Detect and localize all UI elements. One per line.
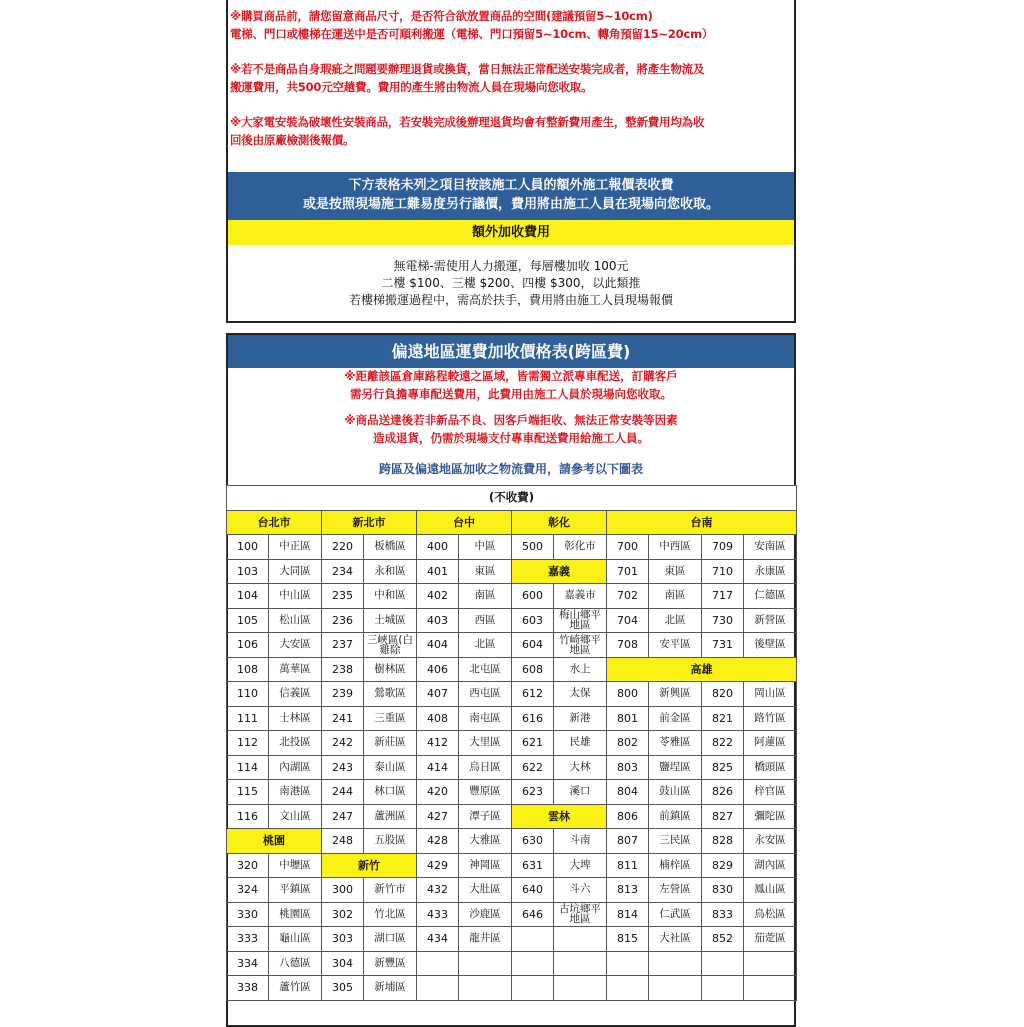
district-cell: 泰山區 — [364, 755, 417, 780]
district-cell — [744, 951, 797, 976]
zip-code-cell: 800 — [607, 682, 649, 707]
zip-code-cell: 852 — [702, 927, 744, 952]
zip-code-cell: 235 — [322, 584, 364, 609]
zip-code-cell: 710 — [702, 559, 744, 584]
table-row — [227, 878, 797, 903]
zip-code-cell: 608 — [512, 657, 554, 682]
district-cell: 內湖區 — [269, 755, 322, 780]
zip-code-cell: 829 — [702, 853, 744, 878]
zip-code-cell: 243 — [322, 755, 364, 780]
zip-code-cell: 404 — [417, 633, 459, 658]
district-cell: 沙鹿區 — [459, 902, 512, 927]
table-row — [227, 535, 797, 560]
district-cell: 永安區 — [744, 829, 797, 854]
zip-code-cell: 108 — [227, 657, 269, 682]
district-cell: 龜山區 — [269, 927, 322, 952]
district-cell — [554, 976, 607, 1001]
zip-code-cell: 427 — [417, 804, 459, 829]
zip-code-cell: 111 — [227, 706, 269, 731]
district-cell: 文山區 — [269, 804, 322, 829]
district-cell: 信義區 — [269, 682, 322, 707]
district-cell: 松山區 — [269, 608, 322, 633]
remote-note-distance — [228, 368, 794, 403]
free-label: (不收費) — [227, 486, 797, 511]
district-cell: 古坑鄉平地區 — [554, 902, 607, 927]
district-cell: 林口區 — [364, 780, 417, 805]
district-cell: 大埤 — [554, 853, 607, 878]
district-cell: 永康區 — [744, 559, 797, 584]
district-cell: 鶯歌區 — [364, 682, 417, 707]
zip-code-cell: 700 — [607, 535, 649, 560]
district-cell: 後壁區 — [744, 633, 797, 658]
region-header-taipei: 台北市 — [227, 510, 322, 535]
zip-code-cell: 434 — [417, 927, 459, 952]
zip-code-cell: 616 — [512, 706, 554, 731]
region-subheader: 嘉義 — [512, 559, 607, 584]
district-cell: 新港 — [554, 706, 607, 731]
extra-fee-banner — [228, 172, 794, 220]
zip-code-cell: 403 — [417, 608, 459, 633]
zip-code-cell: 717 — [702, 584, 744, 609]
district-cell: 新豐區 — [364, 951, 417, 976]
zip-code-cell: 622 — [512, 755, 554, 780]
district-cell: 岡山區 — [744, 682, 797, 707]
remote-note-distance-line2: 需另行負擔專車配送費用，此費用由施工人員於現場向您收取。 — [350, 386, 672, 401]
region-header-taichung: 台中 — [417, 510, 512, 535]
district-cell: 前鎮區 — [649, 804, 702, 829]
table-row — [227, 657, 797, 682]
zip-code-cell: 241 — [322, 706, 364, 731]
region-header-tainan: 台南 — [607, 510, 797, 535]
remote-note-refusal — [228, 412, 794, 447]
district-cell: 仁德區 — [744, 584, 797, 609]
notice-size-line2: 電梯、門口或樓梯在運送中是否可順利搬運（電梯、門口預留5~10cm、轉角預留15~20cm） — [230, 26, 714, 41]
district-cell — [554, 927, 607, 952]
zip-code-cell: 631 — [512, 853, 554, 878]
zip-code-cell: 110 — [227, 682, 269, 707]
table-row — [227, 731, 797, 756]
zip-code-cell: 803 — [607, 755, 649, 780]
zip-code-cell: 821 — [702, 706, 744, 731]
zip-code-cell: 814 — [607, 902, 649, 927]
region-header-changhua: 彰化 — [512, 510, 607, 535]
zip-code-cell: 238 — [322, 657, 364, 682]
district-cell: 蘆竹區 — [269, 976, 322, 1001]
district-cell: 鹽埕區 — [649, 755, 702, 780]
zip-code-cell: 401 — [417, 559, 459, 584]
zip-code-cell: 324 — [227, 878, 269, 903]
zip-code-cell: 801 — [607, 706, 649, 731]
district-cell: 湖內區 — [744, 853, 797, 878]
district-cell: 大里區 — [459, 731, 512, 756]
district-cell: 士林區 — [269, 706, 322, 731]
table-row — [227, 976, 797, 1001]
district-cell: 鼓山區 — [649, 780, 702, 805]
zip-code-cell: 302 — [322, 902, 364, 927]
remote-note-refusal-line1: ※商品送達後若非新品不良、因客戶端拒收、無法正常安裝等因素 — [344, 413, 678, 427]
district-cell: 新竹市 — [364, 878, 417, 903]
region-subheader: 新竹 — [322, 853, 417, 878]
region-subheader: 雲林 — [512, 804, 607, 829]
remote-note-refusal-line2: 造成退貨，仍需於現場支付專車配送費用給施工人員。 — [373, 430, 649, 445]
district-cell: 大同區 — [269, 559, 322, 584]
table-row — [227, 780, 797, 805]
district-cell: 苓雅區 — [649, 731, 702, 756]
zip-code-cell: 303 — [322, 927, 364, 952]
table-row — [227, 927, 797, 952]
district-cell — [459, 976, 512, 1001]
district-cell: 神岡區 — [459, 853, 512, 878]
zip-code-cell: 701 — [607, 559, 649, 584]
notice-return-fee — [230, 61, 790, 96]
district-cell: 三民區 — [649, 829, 702, 854]
zip-code-cell — [607, 951, 649, 976]
table-row — [227, 829, 797, 854]
notice-install — [230, 114, 790, 149]
table-row — [227, 633, 797, 658]
zip-code-cell: 500 — [512, 535, 554, 560]
district-cell: 路竹區 — [744, 706, 797, 731]
district-cell: 東區 — [649, 559, 702, 584]
notice-size — [230, 8, 790, 43]
zip-code-cell: 704 — [607, 608, 649, 633]
zip-code-cell: 220 — [322, 535, 364, 560]
district-cell: 民雄 — [554, 731, 607, 756]
zip-code-cell — [702, 976, 744, 1001]
zip-code-cell: 412 — [417, 731, 459, 756]
district-cell: 北區 — [459, 633, 512, 658]
district-cell: 八德區 — [269, 951, 322, 976]
zip-code-cell: 646 — [512, 902, 554, 927]
zip-code-cell: 304 — [322, 951, 364, 976]
zip-code-cell: 822 — [702, 731, 744, 756]
district-cell: 平鎮區 — [269, 878, 322, 903]
district-cell: 斗南 — [554, 829, 607, 854]
zip-code-cell: 106 — [227, 633, 269, 658]
district-cell: 新興區 — [649, 682, 702, 707]
district-cell: 新營區 — [744, 608, 797, 633]
district-cell: 梅山鄉平地區 — [554, 608, 607, 633]
district-cell: 北投區 — [269, 731, 322, 756]
district-cell: 南屯區 — [459, 706, 512, 731]
district-cell: 湖口區 — [364, 927, 417, 952]
remote-note-distance-line1: ※距離該區倉庫路程較遠之區域，皆需獨立派專車配送，訂購客戶 — [344, 369, 678, 383]
zip-code-cell: 407 — [417, 682, 459, 707]
zip-code-cell: 811 — [607, 853, 649, 878]
zip-code-cell: 414 — [417, 755, 459, 780]
district-cell: 土城區 — [364, 608, 417, 633]
zip-code-cell: 330 — [227, 902, 269, 927]
district-cell — [649, 976, 702, 1001]
notice-install-line1: ※大家電安裝為破壞性安裝商品，若安裝完成後辦理退貨均會有整新費用產生，整新費用均為收 — [230, 115, 705, 129]
zip-code-cell: 338 — [227, 976, 269, 1001]
zip-code-cell: 406 — [417, 657, 459, 682]
zip-code-cell: 247 — [322, 804, 364, 829]
zip-code-cell: 828 — [702, 829, 744, 854]
table-row — [227, 608, 797, 633]
zip-code-cell: 623 — [512, 780, 554, 805]
district-cell: 大安區 — [269, 633, 322, 658]
district-cell: 中區 — [459, 535, 512, 560]
zip-code-cell: 806 — [607, 804, 649, 829]
district-cell: 竹崎鄉平地區 — [554, 633, 607, 658]
district-cell: 鳥松區 — [744, 902, 797, 927]
zip-code-cell: 420 — [417, 780, 459, 805]
district-cell: 阿蓮區 — [744, 731, 797, 756]
zip-code-cell: 100 — [227, 535, 269, 560]
table-row — [227, 902, 797, 927]
zip-code-cell: 630 — [512, 829, 554, 854]
district-cell: 蘆洲區 — [364, 804, 417, 829]
notice-return-line2: 搬運費用，共500元空趟費。費用的產生將由物流人員在現場向您收取。 — [230, 79, 593, 94]
zip-code-cell: 612 — [512, 682, 554, 707]
district-cell — [459, 951, 512, 976]
zip-code-cell: 702 — [607, 584, 649, 609]
zip-code-cell: 115 — [227, 780, 269, 805]
district-cell: 西區 — [459, 608, 512, 633]
zip-code-cell: 621 — [512, 731, 554, 756]
district-cell: 彌陀區 — [744, 804, 797, 829]
stair-fee-line1: 無電梯-需使用人力搬運，每層樓加收 100元 — [393, 259, 629, 273]
district-cell: 大林 — [554, 755, 607, 780]
zip-code-cell: 104 — [227, 584, 269, 609]
zip-code-cell: 433 — [417, 902, 459, 927]
zip-code-cell: 236 — [322, 608, 364, 633]
zip-code-cell: 830 — [702, 878, 744, 903]
zip-code-cell — [702, 951, 744, 976]
district-cell: 西屯區 — [459, 682, 512, 707]
region-subheader: 高雄 — [607, 657, 797, 682]
district-cell: 三峽區(白雞除 — [364, 633, 417, 658]
district-cell: 大社區 — [649, 927, 702, 952]
district-cell: 烏日區 — [459, 755, 512, 780]
table-row — [227, 853, 797, 878]
district-cell: 橋頭區 — [744, 755, 797, 780]
zip-code-cell: 709 — [702, 535, 744, 560]
zip-code-cell: 730 — [702, 608, 744, 633]
district-cell: 新莊區 — [364, 731, 417, 756]
zip-code-cell — [417, 951, 459, 976]
district-cell: 五股區 — [364, 829, 417, 854]
stair-fee-line2: 二樓 $100、三樓 $200、四樓 $300，以此類推 — [381, 276, 641, 290]
table-row — [227, 682, 797, 707]
zip-code-cell: 820 — [702, 682, 744, 707]
zip-code-cell: 731 — [702, 633, 744, 658]
zip-code-cell: 242 — [322, 731, 364, 756]
extra-fee-banner-line2: 或是按照現場施工難易度另行議價，費用將由施工人員在現場向您收取。 — [302, 197, 719, 212]
zip-code-cell: 305 — [322, 976, 364, 1001]
zip-code-cell: 432 — [417, 878, 459, 903]
district-cell: 中正區 — [269, 535, 322, 560]
zip-code-cell: 320 — [227, 853, 269, 878]
table-row — [227, 804, 797, 829]
table-row — [227, 951, 797, 976]
zip-code-cell — [512, 976, 554, 1001]
table-row — [227, 559, 797, 584]
district-cell: 溪口 — [554, 780, 607, 805]
district-cell: 安平區 — [649, 633, 702, 658]
notice-install-line2: 回後由原廠檢測後報價。 — [230, 132, 355, 147]
zip-code-cell: 604 — [512, 633, 554, 658]
district-cell: 水上 — [554, 657, 607, 682]
zip-code-cell: 600 — [512, 584, 554, 609]
district-cell: 茄萣區 — [744, 927, 797, 952]
zip-code-cell: 244 — [322, 780, 364, 805]
zip-code-cell: 239 — [322, 682, 364, 707]
district-cell: 安南區 — [744, 535, 797, 560]
zip-code-cell: 708 — [607, 633, 649, 658]
table-row — [227, 584, 797, 609]
zip-code-cell: 813 — [607, 878, 649, 903]
zip-code-cell: 833 — [702, 902, 744, 927]
district-cell — [744, 976, 797, 1001]
district-cell: 東區 — [459, 559, 512, 584]
table-row — [227, 755, 797, 780]
district-cell: 南港區 — [269, 780, 322, 805]
district-cell — [554, 951, 607, 976]
stair-fee-info — [228, 258, 794, 309]
district-cell: 三重區 — [364, 706, 417, 731]
district-cell: 仁武區 — [649, 902, 702, 927]
district-cell: 南區 — [649, 584, 702, 609]
zip-code-cell: 825 — [702, 755, 744, 780]
zip-code-cell: 826 — [702, 780, 744, 805]
zip-code-cell: 237 — [322, 633, 364, 658]
zip-code-cell: 402 — [417, 584, 459, 609]
district-cell: 板橋區 — [364, 535, 417, 560]
extra-fee-banner-line1: 下方表格未列之項目按該施工人員的額外施工報價表收費 — [348, 178, 674, 193]
zip-code-table — [226, 485, 797, 1001]
zip-code-cell: 603 — [512, 608, 554, 633]
district-cell: 北屯區 — [459, 657, 512, 682]
district-cell: 南區 — [459, 584, 512, 609]
region-header-new-taipei: 新北市 — [322, 510, 417, 535]
district-cell: 太保 — [554, 682, 607, 707]
district-cell: 嘉義市 — [554, 584, 607, 609]
district-cell: 竹北區 — [364, 902, 417, 927]
district-cell: 龍井區 — [459, 927, 512, 952]
zip-code-cell: 804 — [607, 780, 649, 805]
zip-code-cell: 815 — [607, 927, 649, 952]
zip-code-cell — [512, 951, 554, 976]
district-cell: 楠梓區 — [649, 853, 702, 878]
district-cell: 大肚區 — [459, 878, 512, 903]
district-cell: 中壢區 — [269, 853, 322, 878]
district-cell: 鳳山區 — [744, 878, 797, 903]
district-cell: 豐原區 — [459, 780, 512, 805]
zip-code-cell: 116 — [227, 804, 269, 829]
district-cell: 彰化市 — [554, 535, 607, 560]
district-cell: 北區 — [649, 608, 702, 633]
district-cell — [649, 951, 702, 976]
district-cell: 中西區 — [649, 535, 702, 560]
zip-code-cell: 334 — [227, 951, 269, 976]
district-cell: 中和區 — [364, 584, 417, 609]
district-cell: 萬華區 — [269, 657, 322, 682]
zip-code-cell: 408 — [417, 706, 459, 731]
zip-code-cell — [607, 976, 649, 1001]
remote-note-reference: 跨區及偏遠地區加收之物流費用，請參考以下圖表 — [378, 462, 643, 476]
district-cell: 桃園區 — [269, 902, 322, 927]
stair-fee-line3: 若樓梯搬運過程中，需高於扶手，費用將由施工人員現場報價 — [348, 293, 673, 307]
region-subheader: 桃園 — [227, 829, 322, 854]
district-cell: 梓官區 — [744, 780, 797, 805]
zip-code-cell: 300 — [322, 878, 364, 903]
district-cell: 新埔區 — [364, 976, 417, 1001]
notice-box — [226, 0, 796, 323]
extra-fee-title: 額外加收費用 — [228, 220, 794, 245]
zip-code-cell: 429 — [417, 853, 459, 878]
zip-code-cell — [417, 976, 459, 1001]
zip-code-cell: 112 — [227, 731, 269, 756]
district-cell: 潭子區 — [459, 804, 512, 829]
table-row — [227, 706, 797, 731]
notice-size-line1: ※購買商品前，請您留意商品尺寸，是否符合欲放置商品的空間(建議預留5~10cm) — [230, 9, 653, 23]
district-cell: 永和區 — [364, 559, 417, 584]
zip-code-cell: 428 — [417, 829, 459, 854]
district-cell: 左營區 — [649, 878, 702, 903]
zip-code-cell: 105 — [227, 608, 269, 633]
zip-code-cell: 103 — [227, 559, 269, 584]
district-cell: 斗六 — [554, 878, 607, 903]
district-cell: 中山區 — [269, 584, 322, 609]
zip-code-cell — [512, 927, 554, 952]
zip-code-cell: 114 — [227, 755, 269, 780]
district-cell: 前金區 — [649, 706, 702, 731]
zip-code-cell: 400 — [417, 535, 459, 560]
zip-code-cell: 248 — [322, 829, 364, 854]
zip-code-cell: 827 — [702, 804, 744, 829]
notice-return-line1: ※若不是商品自身瑕疵之問題要辦理退貨或換貨，當日無法正常配送安裝完成者，將產生物流及 — [230, 62, 705, 76]
zip-code-cell: 640 — [512, 878, 554, 903]
zip-code-cell: 807 — [607, 829, 649, 854]
remote-area-title: 偏遠地區運費加收價格表(跨區費) — [228, 335, 794, 368]
district-cell: 大雅區 — [459, 829, 512, 854]
zip-code-cell: 802 — [607, 731, 649, 756]
zip-code-cell: 234 — [322, 559, 364, 584]
zip-code-cell: 333 — [227, 927, 269, 952]
district-cell: 樹林區 — [364, 657, 417, 682]
